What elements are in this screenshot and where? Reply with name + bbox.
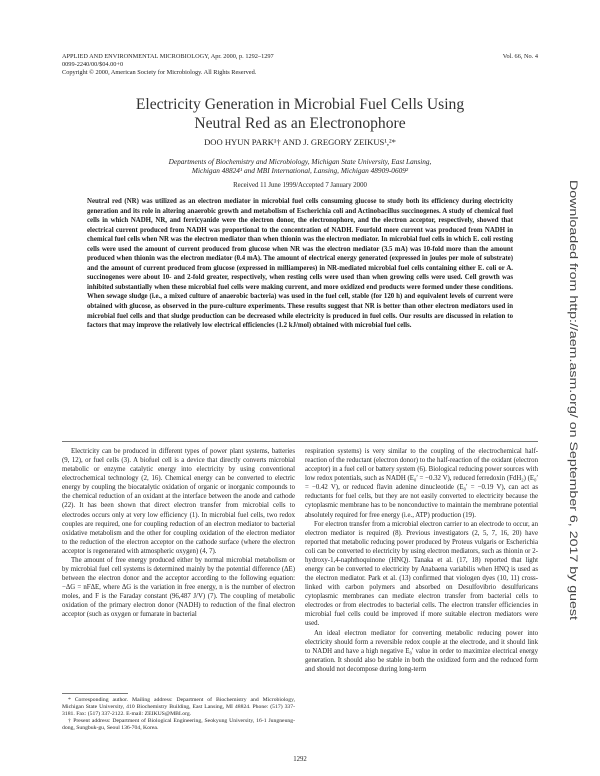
footnotes <box>62 697 295 732</box>
paragraph: For electron transfer from a microbial electron carrier to an electrode to occur, an electron mediator is required (8). Previous investigators (2, 5, 7, 16, 20) have reported that metabolic reducing power produced by Proteus vulgaris or Escherichia coli can be converted to electricity by using electron mediators, such as thionin or 2-hydroxy-1,4-naphthoquinone (HNQ). Tanaka et al. (17, 18) reported that light energy can be converted to electricity by Anabaena variabilis when HNQ is used as the electron mediator. Park et al. (13) confirmed that viologen dyes (10, 11) cross-linked with carbon polymers and absorbed on Desulfovibrio desulfuricans cytoplasmic membranes can mediate electron transfer from bacterial cells to electrodes or from electrodes to bacterial cells. The electron transfer efficiencies in microbial fuel cells could be improved if more suitable electron mediators were used. <box>305 520 538 628</box>
page-number: 1292 <box>293 756 307 763</box>
paragraph: respiration systems) is very similar to the coupling of the electrochemical half-reaction of the reductant (electron donor) to the half-reaction of the oxidant (electron acceptor) in a fuel cell or battery system (6). Biological reducing power sources with low redox potentials, such as NADH (E₀′ = −0.32 V), reduced ferredoxin (FdH₂) (E₀′ = −0.42 V), or reduced flavin adenine dinucleotide (E₀′ = −0.19 V), can act as reductants for fuel cells, but they are not easily converted to electricity because the cytoplasmic membrane has to be nonconductive to maintain the membrane potential absolutely required for free energy (i.e., ATP) production (19). <box>305 448 538 519</box>
affiliation-line-1: Departments of Biochemistry and Microbiology, Michigan State University, East Lansing, <box>168 157 432 166</box>
download-watermark <box>562 180 579 620</box>
copyright-line: Copyright © 2000, American Society for Microbiology. All Rights Reserved. <box>62 69 257 77</box>
footnote-corresponding-author: * Corresponding author. Mailing address: Department of Biochemistry and Microbiology, Michigan State University, 410 Biochemistry Building, East Lansing, MI 48824. Phone: (517) 337-3181. Fax: (517) 337-2122. E-mail: ZEIKUS@MBI.org. <box>62 697 295 718</box>
volume-issue: Vol. 66, No. 4 <box>502 53 538 60</box>
received-dates: Received 11 June 1999/Accepted 7 January 2000 <box>233 182 367 189</box>
watermark-svg <box>562 180 579 620</box>
paragraph: The amount of free energy produced either by normal microbial metabolism or by microbial fuel cell systems is determined mainly by the potential difference (ΔE) between the electron donor and the acceptor according to the following equation: −ΔG = nFΔE, where ΔG is the variation in free energy, n is the number of electron moles, and F is the Faraday constant (96,487 J/V) (7). The coupling of metabolic oxidation of the primary electron donor (NADH) to reduction of the final electron acceptor (such as oxygen or fumarate in bacterial <box>62 556 295 619</box>
section-divider <box>62 441 538 442</box>
body-column-left <box>62 447 295 619</box>
affiliation-line-2: Michigan 48824¹ and MBI International, Lansing, Michigan 48909-0609² <box>191 166 409 176</box>
title-line-2: Neutral Red as an Electronophore <box>194 114 406 132</box>
watermark-text: Downloaded from http://aem.asm.org/ on September 6, 2017 by guest <box>567 180 579 509</box>
issn-line: 0099-2240/00/$04.00+0 <box>62 61 124 69</box>
author-list: DOO HYUN PARK¹† AND J. GREGORY ZEIKUS¹,²* <box>204 137 396 147</box>
footnote-present-address: † Present address: Department of Biological Engineering, Seokyung University, 16-1 Jungneung-dong, Sungbuk-gu, Seoul 136-704, Korea. <box>62 718 295 732</box>
title-line-1: Electricity Generation in Microbial Fuel Cells Using <box>135 96 465 113</box>
running-header <box>62 53 402 78</box>
journal-citation: APPLIED AND ENVIRONMENTAL MICROBIOLOGY, Apr. 2000, p. 1292–1297 <box>62 53 274 60</box>
footnote-divider <box>62 693 128 694</box>
paragraph: Electricity can be produced in different types of power plant systems, batteries (9, 12), or fuel cells (3). A biofuel cell is a device that directly converts microbial metabolic or enzyme catalytic energy into electricity by using conventional electrochemical technology (2, 16). Chemical energy can be converted to electric energy by coupling the biocatalytic oxidation of organic or inorganic compounds to the chemical reduction of an oxidant at the interface between the anode and cathode (22). It has been shown that direct electron transfer from microbial cells to electrodes occurs only at very low efficiency (1). In microbial fuel cells, two redox couples are required, one for coupling reduction of an electron mediator to bacterial oxidative metabolism and the other for coupling oxidation of the electron mediator to the reduction of the electron acceptor on the cathode surface (where the electron acceptor is regenerated with atmospheric oxygen) (4, 7). <box>62 448 295 555</box>
abstract: Neutral red (NR) was utilized as an electron mediator in microbial fuel cells consuming glucose to study both its efficiency during electricity generation and its role in altering anaerobic growth and metabolism of Escherichia coli and Actinobacillus succinogenes. A study of chemical fuel cells in which NADH, NR, and ferricyanide were the electron donor, the electronophore, and the electron acceptor, respectively, showed that electrical current produced from NADH was proportional to the concentration of NADH. Fourfold more current was produced from NADH in chemical fuel cells when NR was the electron mediator than when thionin was the electron mediator. In microbial fuel cells in which E. coli resting cells were used the amount of current produced from glucose when NR was the electron mediator (3.5 mA) was 10-fold more than the amount produced when thionin was the electron mediator (0.4 mA). The amount of electrical energy generated (expressed in joules per mole of substrate) and the amount of current produced from glucose (expressed in milliamperes) in NR-mediated microbial fuel cells containing either E. coli or A. succinogenes were about 10- and 2-fold greater, respectively, when resting cells were used than when growing cells were used. Cell growth was inhibited substantially when these microbial fuel cells were making current, and more oxidized end products were formed under these conditions. When sewage sludge (i.e., a mixed culture of anaerobic bacteria) was used in the fuel cell, stable (for 120 h) and equivalent levels of current were obtained with glucose, as observed in the pure-culture experiments. These results suggest that NR is better than other electron mediators used in microbial fuel cells and that sludge production can be decreased while electricity is produced in fuel cells. Our results are discussed in relation to factors that may improve the relatively low electrical efficiencies (1.2 kJ/mol) obtained with microbial fuel cells. <box>87 198 513 330</box>
affiliations <box>90 157 510 176</box>
body-column-right <box>305 447 538 674</box>
article-title <box>60 96 540 133</box>
paragraph: An ideal electron mediator for converting metabolic reducing power into electricity should form a reversible redox couple at the electrode, and it should link to NADH and have a high negative E₀′ value in order to maximize electrical energy generation. It should also be stable in both the oxidized form and the reduced form and should not decompose during long-term <box>305 629 538 673</box>
